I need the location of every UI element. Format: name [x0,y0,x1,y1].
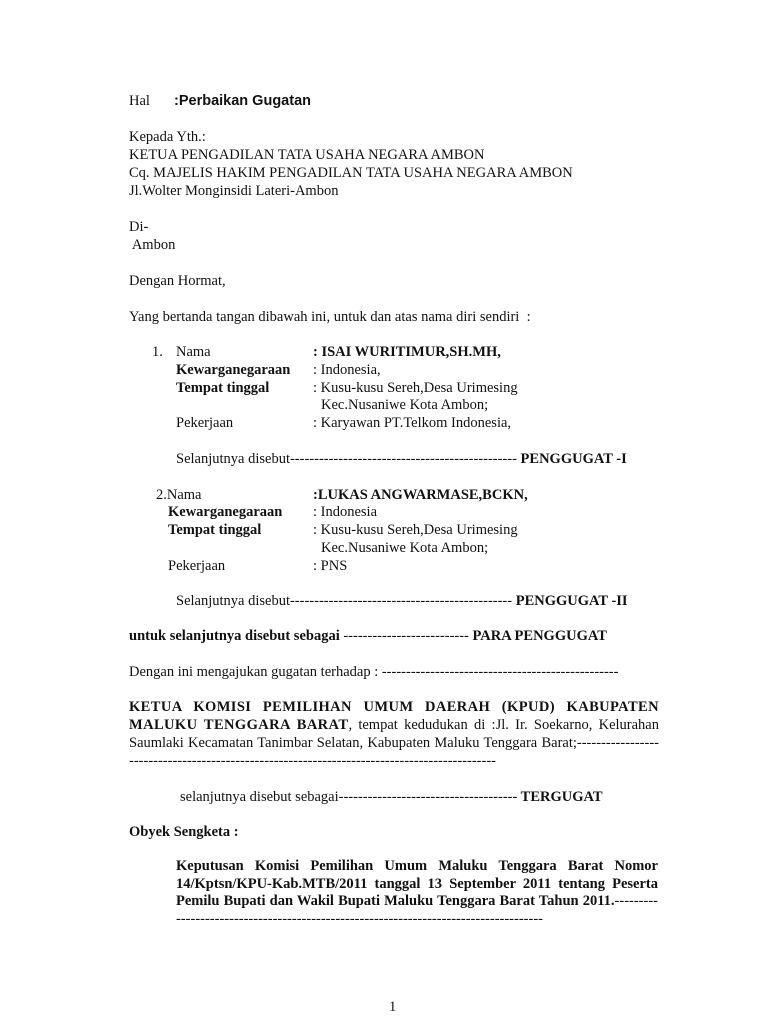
collective-dashes: -------------------------- [339,628,469,644]
defendant-name: KETUA KOMISI PEMILIHAN UMUM DAERAH (KPUD) KABUPATEN MALUKU TENGGARA BARAT [129,699,659,733]
object-heading: Obyek Sengketa : [129,824,239,840]
plaintiff1-residence-value: : Kusu-kusu Sereh,Desa Urimesing [313,380,518,396]
against-line: Dengan ini mengajukan gugatan terhadap : ------------------------------------------------- [129,664,619,680]
plaintiff2-role: PENGGUGAT -II [512,593,628,609]
recipient-line-1: KETUA PENGADILAN TATA USAHA NEGARA AMBON [129,147,485,163]
defendant-designation [180,788,603,806]
plaintiff1-name-label: Nama [176,344,211,360]
recipient-di: Di- [129,219,149,235]
plaintiff2-name-label: 2.Nama [156,487,202,503]
plaintiff1-designation [176,450,627,468]
recipient-line-2: Cq. MAJELIS HAKIM PENGADILAN TATA USAHA NEGARA AMBON [129,165,573,181]
plaintiff1-number: 1. [152,344,163,360]
object-trail: ------------------------------------------------------------------------------------- [176,893,658,927]
plaintiff1-name-value: : ISAI WURITIMUR,SH.MH, [313,344,501,360]
plaintiff2-designation-text: Selanjutnya disebut---------------------------------------------- [176,593,513,609]
subject-title-wrap [174,92,311,110]
plaintiff1-nationality-value: : Indonesia, [313,362,381,378]
page-number: 1 [389,999,397,1015]
plaintiff1-role: PENGGUGAT -I [516,451,627,467]
collective-text: untuk selanjutnya disebut sebagai [129,628,340,644]
intro-text: Yang bertanda tangan dibawah ini, untuk dan atas nama diri sendiri : [129,309,531,325]
plaintiff2-residence-value: : Kusu-kusu Sereh,Desa Urimesing [313,522,518,538]
subject-colon: : [174,93,179,109]
collective-designation [129,627,607,645]
recipient-address: Jl.Wolter Monginsidi Lateri-Ambon [129,183,339,199]
plaintiff2-designation [176,592,628,610]
plaintiff1-job-label: Pekerjaan [176,415,234,431]
plaintiff1-nationality-label: Kewarganegaraan [176,362,291,378]
plaintiff2-residence-value-2: Kec.Nusaniwe Kota Ambon; [321,540,489,556]
plaintiff2-nationality-value: : Indonesia [313,504,378,520]
defendant-designation-text: selanjutnya disebut sebagai------------------------------------- [180,789,518,805]
plaintiff1-residence-value-2: Kec.Nusaniwe Kota Ambon; [321,397,489,413]
plaintiff1-job-value: : Karyawan PT.Telkom Indonesia, [313,415,512,431]
defendant-paragraph [129,698,659,770]
plaintiff2-job-value: : PNS [313,558,348,574]
plaintiff2-name-value: :LUKAS ANGWARMASE,BCKN, [313,487,528,503]
collective-role: PARA PENGGUGAT [468,628,607,644]
subject-title: Perbaikan Gugatan [178,93,311,109]
plaintiff2-residence-label: Tempat tinggal [168,522,262,538]
recipient-greeting: Kepada Yth.: [129,129,206,145]
plaintiff1-designation-text: Selanjutnya disebut----------------------------------------------- [176,451,517,467]
subject-label: Hal [129,93,150,109]
defendant-address: , tempat kedudukan di :Jl. Ir. Soekarno, Kelurahan Saumlaki Kecamatan Tanimbar Selatan, Kabupaten Maluku Tenggara Barat;--------------------------------------------------------------------------------------------- [129,717,659,769]
plaintiff2-nationality-label: Kewarganegaraan [168,504,283,520]
object-decision: Keputusan Komisi Pemilihan Umum Maluku Tenggara Barat Nomor 14/Kptsn/KPU-Kab.MTB/2011 tanggal 13 September 2011 tentang Peserta Pemilu Bupati dan Wakil Bupati Maluku Tenggara Barat Tahun 2011. [176,858,658,909]
plaintiff2-job-label: Pekerjaan [168,558,226,574]
subject-line [129,92,311,110]
recipient-city: Ambon [129,237,176,253]
plaintiff1-residence-label: Tempat tinggal [176,380,270,396]
object-text [176,858,658,928]
salutation: Dengan Hormat, [129,273,226,289]
defendant-role: TERGUGAT [517,789,603,805]
